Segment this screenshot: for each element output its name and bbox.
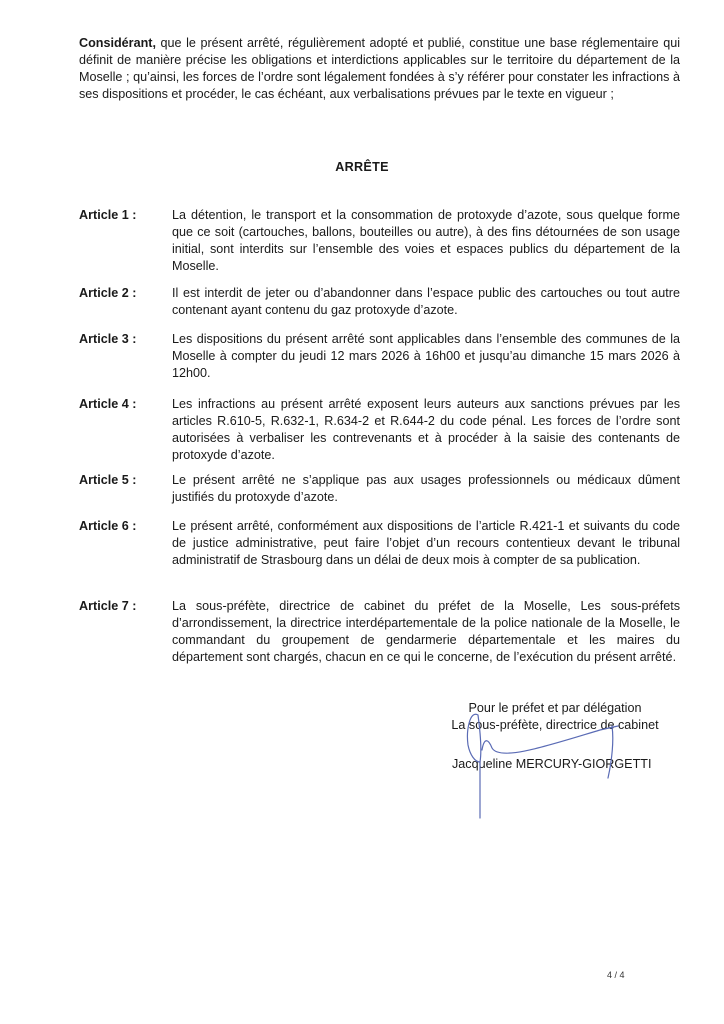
- considerant-lead: Considérant,: [79, 36, 156, 50]
- considerant-text: que le présent arrêté, régulièrement adopté et publié, constitue une base réglementaire qui définit de manière précise les obligations et interdictions applicables sur le territoire du département de la Moselle ; qu’ainsi, les forces de l’ordre sont légalement fondées à s’y référer pour constater les infractions à ses dispositions et procéder, le cas échéant, aux verbalisations prévues par le texte en vigueur ;: [79, 36, 680, 101]
- article-label: Article 2 :: [79, 286, 137, 300]
- article-text: La sous-préfète, directrice de cabinet du préfet de la Moselle, Les sous-préfets d’arrondissement, la directrice interdépartementale de la police nationale de la Moselle, le commandant du groupement de gendarmerie départementale et les maires du département sont chargés, chacun en ce qui le concerne, de l’exécution du présent arrêté.: [172, 599, 680, 664]
- arrete-heading: ARRÊTE: [335, 160, 389, 174]
- article-label: Article 7 :: [79, 599, 137, 613]
- signature-delegation-line: Pour le préfet et par délégation: [468, 701, 642, 715]
- article-text: Le présent arrêté ne s’applique pas aux usages professionnels ou médicaux dûment justifiés du protoxyde d’azote.: [172, 473, 680, 504]
- article-text: Les dispositions du présent arrêté sont applicables dans l’ensemble des communes de la Moselle à compter du jeudi 12 mars 2026 à 16h00 et jusqu’au dimanche 15 mars 2026 à 12h00.: [172, 332, 680, 380]
- considerant-paragraph: [79, 35, 680, 103]
- article-label: Article 1 :: [79, 208, 137, 222]
- article-text: Le présent arrêté, conformément aux dispositions de l’article R.421-1 et suivants du code de justice administrative, peut faire l’objet d’un recours contentieux devant le tribunal administratif de Strasbourg dans un délai de deux mois à compter de sa publication.: [172, 519, 680, 567]
- article-label: Article 6 :: [79, 519, 137, 533]
- article-label: Article 5 :: [79, 473, 137, 487]
- article-label: Article 3 :: [79, 332, 137, 346]
- signature-title-line: La sous-préfète, directrice de cabinet: [451, 718, 659, 732]
- article-text: Il est interdit de jeter ou d’abandonner dans l’espace public des cartouches ou tout autre contenant ayant contenu du gaz protoxyde d’azote.: [172, 286, 680, 317]
- article-text: Les infractions au présent arrêté exposent leurs auteurs aux sanctions prévues par les articles R.610-5, R.632-1, R.634-2 et R.644-2 du code pénal. Les forces de l’ordre sont autorisées à verbaliser les contrevenants et à procéder à la saisie des contenants de protoxyde d’azote.: [172, 397, 680, 462]
- handwritten-signature: [400, 690, 700, 870]
- article-text: La détention, le transport et la consommation de protoxyde d’azote, sous quelque forme que ce soit (cartouches, ballons, bouteilles ou autre), à des fins détournées de son usage initial, sont interdits sur l’ensemble des voies et espaces publics du département de la Moselle.: [172, 208, 680, 273]
- signature-stroke: [467, 714, 618, 818]
- signatory-name: Jacqueline MERCURY-GIORGETTI: [452, 757, 652, 771]
- page-number: 4 / 4: [607, 970, 625, 980]
- article-label: Article 4 :: [79, 397, 137, 411]
